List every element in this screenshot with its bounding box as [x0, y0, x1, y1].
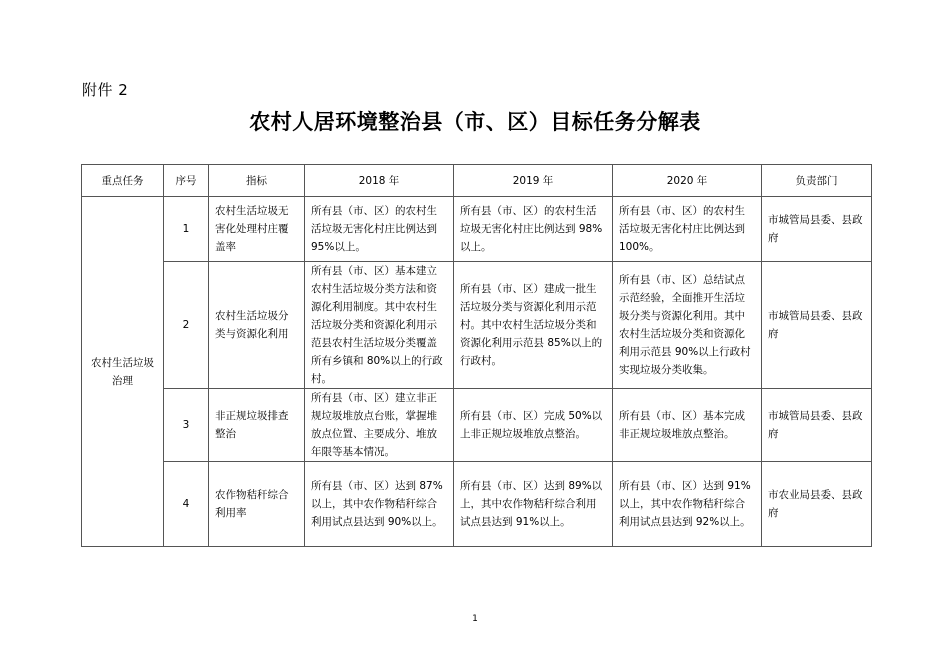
target-2020-cell: 所有县（市、区）达到 91%以上，其中农作物秸秆综合利用试点县达到 92%以上。: [613, 462, 762, 547]
target-2018-cell: 所有县（市、区）基本建立农村生活垃圾分类方法和资源化利用制度。其中农村生活垃圾分类和资源化利用示范县农村生活垃圾分类覆盖所有乡镇和 80%以上的行政村。: [305, 262, 454, 389]
header-department: 负责部门: [762, 165, 872, 197]
document-title: 农村人居环境整治县（市、区）目标任务分解表: [249, 110, 701, 134]
header-key-task: 重点任务: [82, 165, 164, 197]
target-2020-cell: 所有县（市、区）基本完成非正规垃圾堆放点整治。: [613, 389, 762, 462]
indicator-cell: 农村生活垃圾无害化处理村庄覆盖率: [209, 197, 305, 262]
department-cell: 市城管局县委、县政府: [762, 197, 872, 262]
task-breakdown-table: [81, 164, 872, 547]
indicator-cell: 非正规垃圾排查整治: [209, 389, 305, 462]
serial-no-cell: 1: [164, 197, 209, 262]
target-2018-cell: 所有县（市、区）达到 87%以上，其中农作物秸秆综合利用试点县达到 90%以上。: [305, 462, 454, 547]
indicator-cell: 农村生活垃圾分类与资源化利用: [209, 262, 305, 389]
table-row: [82, 197, 872, 262]
indicator-cell: 农作物秸秆综合利用率: [209, 462, 305, 547]
target-2019-cell: 所有县（市、区）的农村生活垃圾无害化村庄比例达到 98%以上。: [454, 197, 613, 262]
header-serial-no: 序号: [164, 165, 209, 197]
attachment-label: 附件 2: [82, 81, 129, 99]
serial-no-cell: 3: [164, 389, 209, 462]
serial-no-cell: 4: [164, 462, 209, 547]
department-cell: 市农业局县委、县政府: [762, 462, 872, 547]
table-row: [82, 462, 872, 547]
header-2020: 2020 年: [613, 165, 762, 197]
target-2020-cell: 所有县（市、区）总结试点示范经验，全面推开生活垃圾分类与资源化利用。其中农村生活垃圾分类和资源化利用示范县 90%以上行政村实现垃圾分类收集。: [613, 262, 762, 389]
serial-no-cell: 2: [164, 262, 209, 389]
table-header-row: [82, 165, 872, 197]
category-cell: 农村生活垃圾治理: [82, 197, 164, 547]
target-2019-cell: 所有县（市、区）建成一批生活垃圾分类与资源化利用示范村。其中农村生活垃圾分类和资源化利用示范县 85%以上的行政村。: [454, 262, 613, 389]
table-row: [82, 389, 872, 462]
target-2020-cell: 所有县（市、区）的农村生活垃圾无害化村庄比例达到 100%。: [613, 197, 762, 262]
department-cell: 市城管局县委、县政府: [762, 389, 872, 462]
header-2019: 2019 年: [454, 165, 613, 197]
header-2018: 2018 年: [305, 165, 454, 197]
header-indicator: 指标: [209, 165, 305, 197]
target-2018-cell: 所有县（市、区）建立非正规垃圾堆放点台账，掌握堆放点位置、主要成分、堆放年限等基本情况。: [305, 389, 454, 462]
target-2019-cell: 所有县（市、区）达到 89%以上，其中农作物秸秆综合利用试点县达到 91%以上。: [454, 462, 613, 547]
department-cell: 市城管局县委、县政府: [762, 262, 872, 389]
target-2019-cell: 所有县（市、区）完成 50%以上非正规垃圾堆放点整治。: [454, 389, 613, 462]
table-row: [82, 262, 872, 389]
page-number: 1: [472, 614, 478, 624]
target-2018-cell: 所有县（市、区）的农村生活垃圾无害化村庄比例达到 95%以上。: [305, 197, 454, 262]
